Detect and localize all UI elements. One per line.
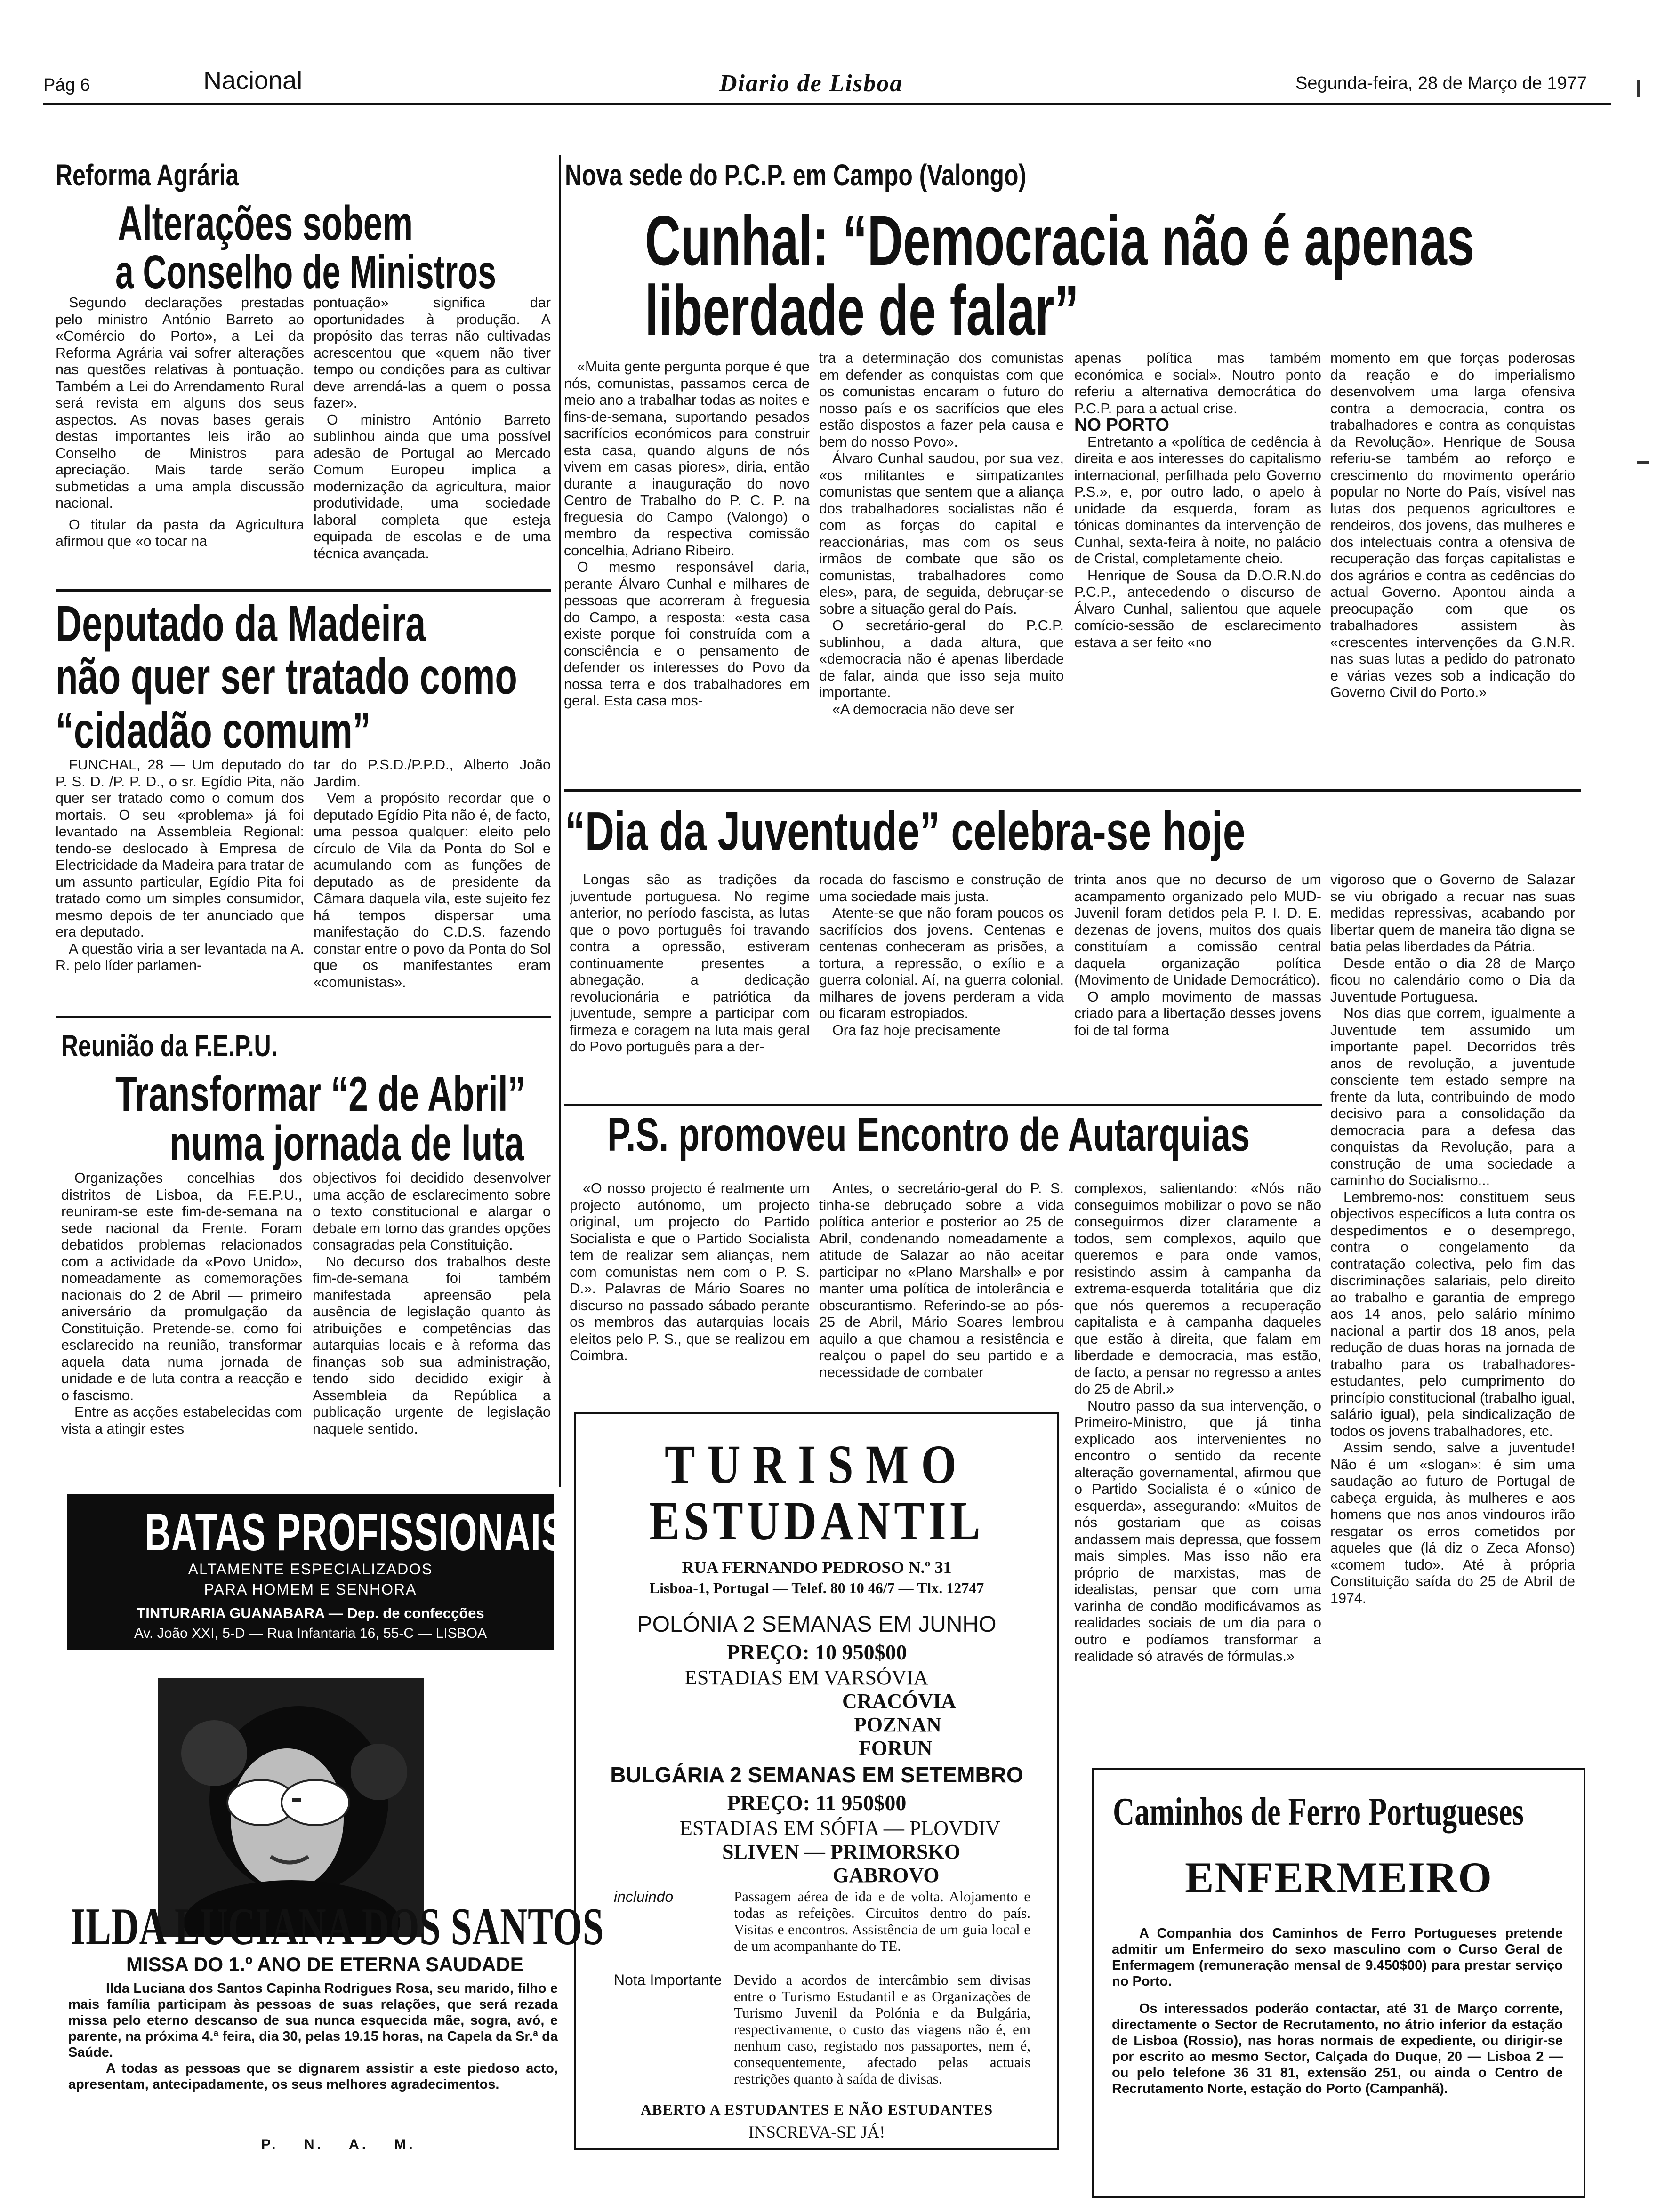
paragraph: Noutro passo da sua intervenção, o Primeiro-Ministro, que já tinha explicado aos intervenientes no encontro o sentido da recente alteração governamental, afirmou que o Partido Socialista é o «único de esquerda», assegurando: «Muitos de nós gostariam que as coisas andassem mais depressa, que fossem mais simples. Mas isso não era próprio de marxistas, mas de idealistas, pensar que com uma varinha de condão modificávamos as realidades sociais de um dia para o outro e podíamos transformar a realidade só através de fórmulas.» (1074, 1397, 1321, 1664)
turismo-poland-stays: ESTADIAS EM VARSÓVIA (684, 1666, 929, 1689)
paragraph: vigoroso que o Governo de Salazar se viu obrigado a recuar nas suas medidas repressivas, acabando por libertar quem de maneira tão digna se batia pelas liberdades da Pátria. (1330, 872, 1575, 954)
juventude-col3 (1074, 872, 1321, 1126)
cp-subtitle: ENFERMEIRO (1185, 1853, 1493, 1901)
paragraph: «O nosso projecto é realmente um projecto autónomo, um projecto original, um projecto do Partido Socialista e que o Partido Socialista tem de realizar sem alianças, nem com comunistas nem com o P. S. D.». Palavras de Mário Soares no discurso no passado sábado perante os membros das autarquias locais eleitos pelo P. S., que se realizou em Coimbra. (570, 1180, 810, 1363)
fepu-col1 (61, 1170, 302, 1464)
paragraph: No decurso dos trabalhos deste fim-de-semana foi também manifestada apreensão pela ausência de legislação quanto às atribuições e competências das autarquias locais e à reforma das finanças sob sua administração, tendo sido decidido exigir à Assembleia da República a publicação urgente de legislação naquele sentido. (313, 1253, 551, 1437)
paragraph: A todas as pessoas que se dignarem assistir a este piedoso acto, apresentam, antecipadamente, os seus melhores agradecimentos. (68, 2061, 558, 2092)
paragraph: complexos, salientando: «Nós não conseguimos mobilizar o povo se não conseguirmos dizer claramente a todos, sem complexos, aquilo que queremos e para onde vamos, resistindo assim à campanha da extrema-esquerda totalitária que diz que nós queremos a recuperação capitalista e à campanha daqueles que estão à direita, que falam em liberdade e democracia, mas estão, de facto, a pensar no regresso a antes do 25 de Abril.» (1074, 1180, 1321, 1397)
paragraph: rocada do fascismo e construção de uma sociedade mais justa. (819, 872, 1064, 905)
issue-date: Segunda-feira, 28 de Março de 1977 (1295, 73, 1587, 93)
column-divider (559, 155, 561, 1487)
turismo-ad (574, 1412, 1059, 2150)
turismo-poland-heading: POLÓNIA 2 SEMANAS EM JUNHO (637, 1612, 997, 1637)
agraria-col1 (56, 295, 304, 586)
paragraph: FUNCHAL, 28 — Um deputado do P. S. D. /P. P. D., o sr. Egídio Pita, não quer ser tratado como o comum dos mortais. O seu «problema» já foi levantado na Assembleia Regional: tendo-se deslocado à Empresa de Electricidade da Madeira para tratar de um assunto particular, Egídio Pita foi tratado como um simples consumidor, mesmo depois de ter anunciado que era deputado. (56, 757, 304, 940)
cunhal-col3 (1074, 350, 1321, 783)
juventude-col4 (1330, 872, 1575, 1752)
turismo-title2: ESTUDANTIL (649, 1490, 984, 1552)
paragraph: «A democracia não deve ser (832, 701, 1014, 717)
cunhal-col1 (564, 359, 810, 785)
paragraph: Segundo declarações prestadas pelo ministro António Barreto ao «Comércio do Porto», a Lei da Reforma Agrária vai sofrer alterações nas questões relativas à pontuação. Também a Lei do Arrendamento Rural será revista em alguns dos seus aspectos. As novas bases gerais destas importantes leis irão ao Conselho de Ministros para apreciação. Mais tarde serão submetidas a uma ampla discussão nacional. (56, 295, 304, 511)
madeira-title-line1: Deputado da Madeira (56, 595, 426, 652)
agraria-title-line2: a Conselho de Ministros (115, 246, 497, 298)
turismo-note-label: Nota Importante (614, 1972, 722, 1988)
batas-line3: TINTURARIA GUANABARA — Dep. de confecções (137, 1605, 484, 1621)
paragraph: Organizações concelhias dos distritos de Lisboa, da F.E.P.U., reuniram-se este fim-de-semana na sede nacional da Frente. Foram debatidos problemas relacionados com a actividade da «Povo Unido», nomeadamente as comemorações nacionais do 2 de Abril — primeiro aniversário da promulgação da Constituição. Pretende-se, como foi esclarecido na reunião, transformar aquela data numa jornada de unidade e de luta contra a reacção e o fascismo. (61, 1170, 302, 1403)
section-divider (564, 789, 1581, 792)
paragraph: Álvaro Cunhal saudou, por sua vez, «os militantes e simpatizantes comunistas que sentem que a aliança dos trabalhadores socialistas não é com as forças do capital e reaccionárias, mas com os seus irmãos de combate que são os comunistas, trabalhadores como eles», para, de seguida, debruçar-se sobre a situação geral do País. (819, 450, 1064, 617)
paragraph: O amplo movimento de massas criado para a libertação desses jovens foi de tal forma (1074, 988, 1321, 1038)
paragraph: Entre as acções estabelecidas com vista a atingir estes (61, 1404, 302, 1437)
paragraph: Vem a propósito recordar que o deputado Egídio Pita não é, de facto, uma pessoa qualquer: eleito pelo círculo de Vila da Ponta do Sol e acumulando com as funções de deputado as de presidente da Câmara daquela vila, este sujeito fez há tempos dispersar uma manifestação do C.D.S. fazendo constar entre o povo da Ponta do Sol que os manifestantes eram «comunistas». (314, 790, 551, 990)
paragraph: Ora faz hoje precisamente (832, 1022, 1001, 1038)
obituary-signature: P. N. A. M. (261, 2137, 416, 2152)
section-divider (56, 1016, 551, 1018)
turismo-poland-city: POZNAN (854, 1713, 941, 1736)
paragraph: O mesmo responsável daria, perante Álvaro Cunhal e milhares de pessoas que acorreram à freguesia do Campo, a resposta: «esta casa existe porque foi construída com a consciência e o pensamento de defender os interesses do Povo da nossa terra e dos trabalhadores em geral. Esta casa mos- (564, 559, 810, 709)
paragraph: O titular da pasta da Agricultura afirmou que «o tocar na (56, 516, 304, 549)
agraria-title-line1: Alterações sobem (118, 196, 413, 251)
section-divider (56, 589, 551, 592)
paragraph: apenas política mas também económica e social». Noutro ponto referiu a alternativa democrática do P.C.P. para a actual crise. (1074, 350, 1321, 417)
cunhal-subhead: NO PORTO (1074, 415, 1169, 435)
ps-col3 (1074, 1180, 1321, 1745)
paragraph: Os interessados poderão contactar, até 31 de Março corrente, directamente o Sector de Recrutamento, no átrio inferior da estação de Lisboa (Rossio), nas horas normais de expediente, ou dirigir-se por escrito ao mesmo Sector, Calçada do Duque, 20 — Lisboa 2 — ou pelo telefone 36 31 81, extensão 251, ou ainda o Centro de Recrutamento Norte, estação do Porto (Campanhã). (1112, 2001, 1563, 2096)
ps-col1 (570, 1180, 810, 1378)
cp-ad (1092, 1768, 1585, 2198)
turismo-includes-text: Passagem aérea de ida e de volta. Alojamento e todas as refeições. Circuitos dentro do país. Visitas e encontros. Assistência de um guia local e de um acompanhante do TE. (734, 1888, 1030, 1954)
ps-col2 (819, 1180, 1064, 1402)
turismo-footer-line2: INSCREVA-SE JÁ! (748, 2123, 885, 2141)
paragraph: O ministro António Barreto sublinhou ainda que uma possível adesão de Portugal ao Mercado Comum Europeu implica a modernização da agricultura, maior produtividade, uma sociedade laboral completa que esteja equipada de escolas e de uma técnica avançada. (314, 411, 551, 561)
paragraph: A Companhia dos Caminhos de Ferro Portugueses pretende admitir um Enfermeiro do sexo masculino com o Curso Geral de Enfermagem (remuneração mensal de 9.450$00) para prestar serviço no Porto. (1112, 1926, 1563, 1989)
paragraph: Assim sendo, salve a juventude! Não é um «slogan»: é sim uma saudação ao futuro de Portugal de cabeça erguida, às mulheres e aos homens que nos anos vindouros irão resgatar os erros cometidos por aqueles que (lá diz o Zeca Afonso) «comem tudo». Até à própria Constituição saída do 25 de Abril de 1974. (1330, 1440, 1575, 1606)
madeira-title-line3: “cidadão comum” (56, 702, 371, 759)
turismo-includes-label: incluindo (614, 1888, 674, 1905)
paragraph: pontuação» significa dar oportunidades à produção. A propósito das terras não cultivadas acrescentou que «quem não tiver tempo ou condições para as cultivar deve arrendá-las a quem o possa fazer». (314, 295, 551, 411)
paragraph: A questão viria a ser levantada na A. R. pelo líder parlamen- (56, 940, 304, 973)
madeira-col1 (56, 757, 304, 1011)
cp-text (1112, 1925, 1563, 2097)
paragraph: Antes, o secretário-geral do P. S. tinha-se debruçado sobre a vida política anterior e posterior ao 25 de Abril, condenando nomeadamente a atitude de Salazar ao não aceitar participar no «Plano Marshall» e por manter uma política de intolerância e obscurantismo. Referindo-se ao pós-25 de Abril, Mário Soares lembrou aquilo a que chamou a resistência e realçou o papel do seu partido e a necessidade de combater (819, 1180, 1064, 1380)
paragraph: tra a determinação dos comunistas em defender as conquistas com que os comunistas encaram o futuro do nosso país e os sacrifícios que eles estão dispostos a fazer pela causa e bem do nosso Povo». (819, 350, 1064, 450)
ps-title: P.S. promoveu Encontro de Autarquias (607, 1108, 1250, 1161)
paragraph: Ilda Luciana dos Santos Capinha Rodrigues Rosa, seu marido, filho e mais família participam às pessoas de suas relações, que será rezada missa pelo eterno descanso de sua nunca esquecida mãe, sogra, avó, e parente, na próxima 4.ª feira, dia 30, pelas 19.15 horas, na Capela da Sr.ª da Saúde. (68, 1981, 558, 2060)
cunhal-title-line2: liberdade de falar” (645, 271, 1079, 350)
turismo-contact: Lisboa-1, Portugal — Telef. 80 10 46/7 — Tlx. 12747 (649, 1579, 984, 1596)
cunhal-col4 (1330, 350, 1575, 783)
paragraph: O secretário-geral do P.C.P. sublinhou, a dada altura, que «democracia não é apenas liberdade de falar, ainda que isso seja muito importante. (819, 617, 1064, 700)
juventude-col1 (570, 872, 810, 1126)
turismo-poland-price: PREÇO: 10 950$00 (726, 1640, 907, 1664)
turismo-address: RUA FERNANDO PEDROSO N.º 31 (682, 1558, 952, 1577)
paragraph: Lembremo-nos: constituem seus objectivos específicos a luta contra os despedimentos e o desemprego, contra o congelamento da contratação colectiva, pelo fim das discriminações salariais, pelo direito ao trabalho e garantia de emprego aos 14 anos, pelo salário mínimo nacional a partir dos 18 anos, pela redução de duas horas na jornada de trabalho para os trabalhadores-estudantes, pelo cumprimento do princípio constitucional (trabalho igual, salário igual), pela sindicalização de todos os jovens trabalhadores, etc. (1330, 1189, 1575, 1439)
agraria-col2 (314, 295, 551, 586)
fepu-title-line1: Transformar “2 de Abril” (115, 1067, 526, 1122)
turismo-bulgaria-city: SLIVEN — PRIMORSKO (722, 1840, 961, 1863)
paragraph: Atente-se que não foram poucos os sacrifícios dos jovens. Centenas e centenas conheceram as prisões, a tortura, a repressão, o exílio e a guerra colonial. Aí, na guerra colonial, milhares de jovens perderam a vida ou ficaram estropiados. (819, 905, 1064, 1021)
cunhal-col2 (819, 350, 1064, 783)
cunhal-kicker: Nova sede do P.C.P. em Campo (Valongo) (565, 158, 1027, 192)
paragraph: Desde então o dia 28 de Março ficou no calendário como o Dia da Juventude Portuguesa. (1330, 955, 1575, 1005)
batas-ad (67, 1494, 566, 1650)
fepu-title-line2: numa jornada de luta (169, 1116, 524, 1171)
paragraph: Nos dias que correm, igualmente a Juventude tem assumido um importante papel. Decorridos três anos de revolução, a juventude consciente tem estado sempre na frente da luta, contribuindo de modo decisivo para a consolidação da democracia para a defesa das conquistas da Revolução, para a construção de uma sociedade a caminho do Socialismo... (1330, 1005, 1575, 1188)
turismo-bulgaria-city: GABROVO (833, 1864, 940, 1887)
section-divider (564, 1104, 1322, 1106)
obituary-name: ILDA LUCIANA DOS SANTOS (71, 1898, 604, 1956)
fepu-kicker: Reunião da F.E.P.U. (61, 1029, 278, 1063)
turismo-footer-line1: ABERTO A ESTUDANTES E NÃO ESTUDANTES (640, 2101, 993, 2118)
paragraph: «Muita gente pergunta porque é que nós, comunistas, passamos cerca de meio ano a trabalhar todas as noites e fins-de-semana, suportando pesados sacrifícios económicos para construir esta casa, quando alguns de nós vivem em casas piores», diria, então durante a inauguração do novo Centro de Trabalho do P. C. P. na freguesia do Campo (Valongo) o membro da respectiva comissão concelhia, Adriano Ribeiro. (564, 359, 810, 559)
cp-title: Caminhos de Ferro Portugueses (1113, 1790, 1524, 1834)
batas-line2: PARA HOMEM E SENHORA (204, 1581, 417, 1598)
fepu-col2 (313, 1170, 551, 1464)
obituary-subtitle: MISSA DO 1.º ANO DE ETERNA SAUDADE (126, 1953, 523, 1975)
paragraph: momento em que forças poderosas da reação e do imperialismo desenvolvem uma larga ofensiva contra a democracia, contra os trabalhadores e contra as conquistas da Revolução». Henrique de Sousa referiu-se também ao reforço e crescimento do movimento operário popular no Norte do País, visível nas lutas dos pequenos agricultores e rendeiros, dos jovens, das mulheres e dos intelectuais contra a ofensiva de recuperação das forças capitalistas e dos agrários e contra as cedências do actual Governo. Apontou ainda a preocupação com que os trabalhadores assistem às «crescentes intervenções da G.N.R. nas suas lutas a pedido do patronato e várias vezes sob a indicação do Governo Civil do Porto.» (1330, 350, 1575, 700)
paragraph: tar do P.S.D./P.P.D., Alberto João Jardim. (314, 757, 551, 790)
paragraph: Henrique de Sousa da D.O.R.N.do P.C.P., antecedendo o discurso de Álvaro Cunhal, salientou que aquele comício-sessão de esclarecimento estava a ser feito «no (1074, 567, 1321, 650)
section-name: Nacional (203, 66, 303, 95)
juventude-title: “Dia da Juventude” celebra-se hoje (565, 801, 1246, 862)
agraria-kicker: Reforma Agrária (56, 158, 239, 192)
paragraph: Longas são as tradições da juventude portuguesa. No regime anterior, no período fascista, as lutas que o povo português foi travando contra a opressão, estiveram continuamente presentes a abnegação, a dedicação revolucionária e patriótica da juventude, sempre a participar com firmeza e coragem na luta mais geral do Povo português para a der- (570, 872, 810, 1055)
page-number: Pág 6 (43, 75, 90, 95)
margin-mark (1637, 80, 1640, 97)
header-rule (43, 103, 1611, 105)
paragraph: trinta anos que no decurso de um acampamento organizado pelo MUD-Juvenil foram detidos pela P. I. D. E. dezenas de jovens, muitos dos quais constituíam a comissão central daquela organização política (Movimento de Unidade Democrático). (1074, 872, 1321, 988)
paragraph: Entretanto a «política de cedência à direita e aos interesses do capitalismo internacional, perfilhada pelo Governo P.S.», e, por outro lado, o apelo à unidade da esquerda, foram as tónicas dominantes da intervenção de Cunhal, sexta-feira à noite, no palácio de Cristal, completamente cheio. (1074, 433, 1321, 567)
juventude-col2 (819, 872, 1064, 1126)
batas-title: BATAS PROFISSIONAIS (145, 1503, 566, 1562)
cunhal-title-line1: Cunhal: “Democracia não é apenas (645, 201, 1475, 280)
margin-mark (1637, 461, 1649, 464)
turismo-bulgaria-heading: BULGÁRIA 2 SEMANAS EM SETEMBRO (610, 1763, 1023, 1787)
turismo-note-text: Devido a acordos de intercâmbio sem divisas entre o Turismo Estudantil e as Organizações de Turismo Juvenil da Polónia e da Bulgária, respectivamente, o custo das viagens não é, em nenhum caso, registado nos passaportes, nem é, consequentemente, afectado pelas actuais restrições quanto à saída de divisas. (734, 1972, 1030, 2087)
turismo-title1: TURISMO (664, 1434, 969, 1495)
paragraph: objectivos foi decidido desenvolver uma acção de esclarecimento sobre o texto constitucional e alargar o debate em torno das grandes opções consagradas pela Constituição. (313, 1170, 551, 1253)
turismo-poland-city: FORUN (859, 1737, 933, 1760)
madeira-col2 (314, 757, 551, 1011)
turismo-poland-city: CRACÓVIA (842, 1690, 956, 1713)
newspaper-title: Diario de Lisboa (719, 70, 903, 97)
turismo-bulgaria-stays: ESTADIAS EM SÓFIA — PLOVDIV (680, 1817, 1000, 1840)
madeira-title-line2: não quer ser tratado como (56, 648, 517, 705)
turismo-bulgaria-price: PREÇO: 11 950$00 (727, 1791, 907, 1815)
batas-line4: Av. João XXI, 5-D — Rua Infantaria 16, 55-C — LISBOA (134, 1626, 487, 1641)
batas-line1: ALTAMENTE ESPECIALIZADOS (188, 1561, 433, 1578)
